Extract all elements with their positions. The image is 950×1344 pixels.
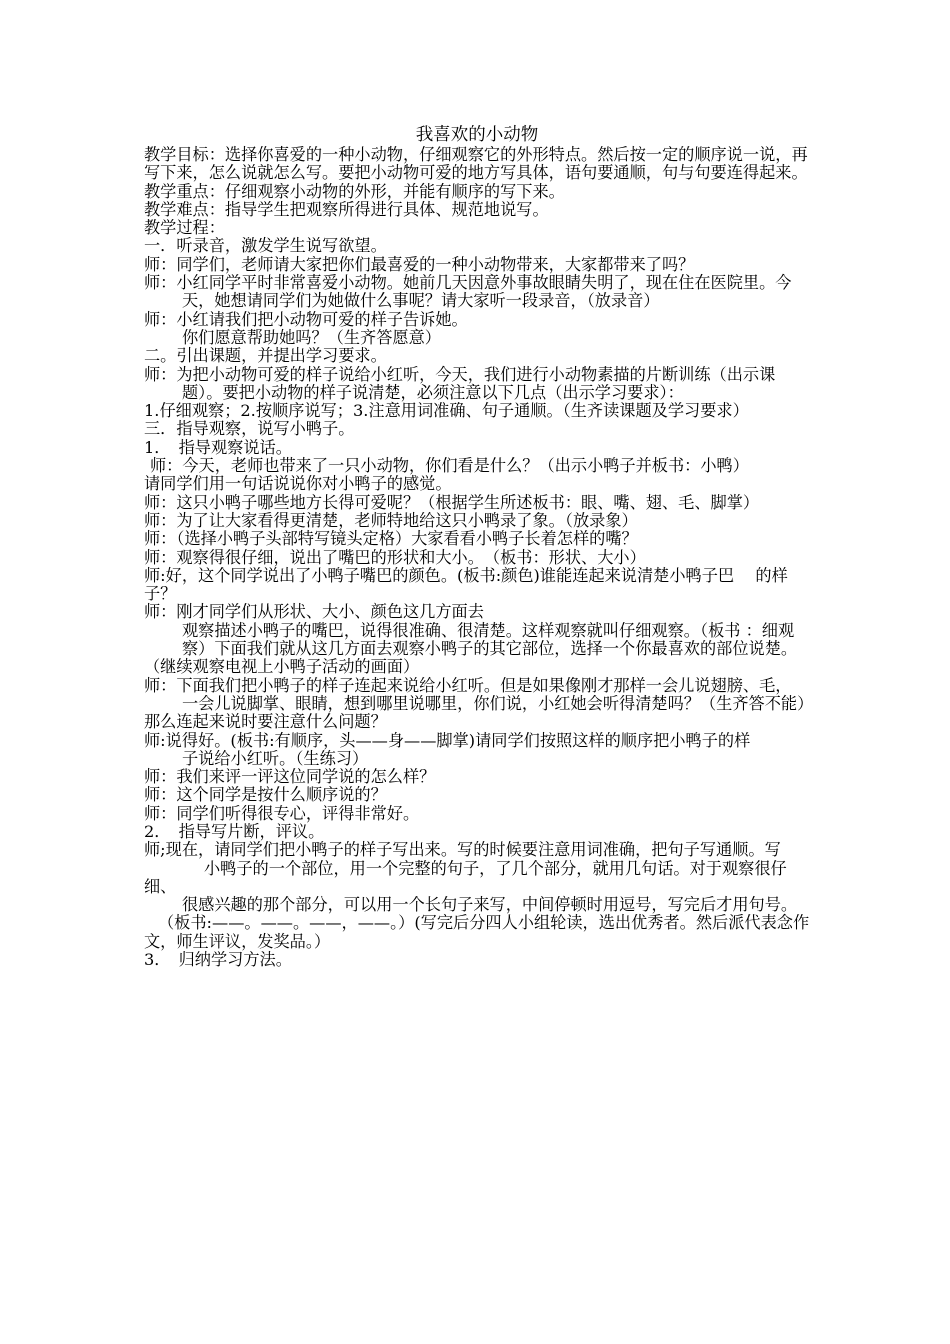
paragraph-line: 教学过程： xyxy=(144,218,225,238)
paragraph-line: 察）下面我们就从这几方面去观察小鸭子的其它部位，选择一个你最喜欢的部位说楚。（继续观察电视上小鸭子活动的画面） xyxy=(144,639,798,677)
paragraph-line: 师:好，这个同学说出了小鸭子嘴巴的颜色。(板书:颜色)谁能连起来说清楚小鸭子巴 的样子？ xyxy=(144,565,788,604)
paragraph-line: 子说给小红听。（生练习） xyxy=(182,748,369,768)
paragraph-line: 教学重点：仔细观察小动物的外形，并能有顺序的写下来。 xyxy=(144,181,565,201)
paragraph-line: 师：观察得很仔细，说出了嘴巴的形状和大小。 （板书：形状、大小） xyxy=(144,547,646,567)
paragraph-line: 师;现在，请同学们把小鸭子的样子写出来。写的时候要注意用词准确，把句子写通顺。写 xyxy=(144,840,781,860)
paragraph-line: 师：这只小鸭子哪些地方长得可爱呢？（根据学生所述板书：眼、嘴、翅、毛、脚掌） xyxy=(144,492,760,512)
paragraph-line: 师:说得好。(板书:有顺序，头——身——脚掌)请同学们按照这样的顺序把小鸭子的样 xyxy=(144,730,751,750)
paragraph-line: 师：刚才同学们从形状、大小、颜色这几方面去 xyxy=(144,602,484,622)
document-title: 我喜欢的小动物 xyxy=(415,125,539,145)
paragraph-line: 师：小红请我们把小动物可爱的样子告诉她。 xyxy=(144,309,468,329)
paragraph-line: 一会儿说脚掌、眼睛，想到哪里说哪里，你们说，小红她会听得清楚吗？（生齐答不能）那么连起来说时要注意什么问题？ xyxy=(144,693,806,732)
paragraph-line: 观察描述小鸭子的嘴巴，说得很准确、很清楚。这样观察就叫仔细观察。（板书 ：细观 xyxy=(182,620,795,640)
paragraph-line: 师：为了让大家看得更清楚，老师特地给这只小鸭录了象。（放录象） xyxy=(144,510,638,530)
paragraph-line: 师：（选择小鸭子头部特写镜头定格）大家看看小鸭子长着怎样的嘴？ xyxy=(144,529,638,549)
paragraph-line: 2． 指导写片断，评议。 xyxy=(144,821,325,841)
paragraph-line: 一．听录音，激发学生说写欲望。 xyxy=(144,236,387,256)
paragraph-line: 师：我们来评一评这位同学说的怎么样？ xyxy=(144,767,436,787)
paragraph-line: 3． 归纳学习方法。 xyxy=(144,950,292,970)
paragraph-line: 1.仔细观察；2.按顺序说写；3.注意用词准确、句子通顺。（生齐读课题及学习要求） xyxy=(144,401,749,421)
paragraph-line: 师：小红同学平时非常喜爱小动物。她前几天因意外事故眼睛失明了，现在住在医院里。今 xyxy=(144,273,792,293)
paragraph-line: 请同学们用一句话说说你对小鸭子的感觉。 xyxy=(144,474,452,494)
paragraph-line: 你们愿意帮助她吗？（生齐答愿意） xyxy=(182,327,441,347)
paragraph-line: 师：这个同学是按什么顺序说的？ xyxy=(144,785,387,805)
paragraph-line: 教学难点：指导学生把观察所得进行具体、规范地说写。 xyxy=(144,199,549,219)
paragraph-line: 师：今天，老师也带来了一只小动物，你们看是什么？（出示小鸭子并板书：小鸭） xyxy=(150,456,749,476)
paragraph-line: 教学目标：选择你喜爱的一种小动物，仔细观察它的外形特点。然后按一定的顺序说一说，再写下来，怎么说就怎么写。要把小动物可爱的地方写具体，语句要通顺，句与句要连得起来。 xyxy=(144,145,808,183)
paragraph-line: 二。引出课题，并提出学习要求。 xyxy=(144,346,387,366)
paragraph-line: 题）。要把小动物的样子说清楚，必须注意以下几点（出示学习要求）： xyxy=(182,382,684,402)
paragraph-line: 天，她想请同学们为她做什么事呢？请大家听一段录音，（放录音） xyxy=(182,291,660,311)
paragraph-line: 1． 指导观察说话。 xyxy=(144,437,292,457)
paragraph-line: 师：为把小动物可爱的样子说给小红听，今天，我们进行小动物素描的片断训练（出示课 xyxy=(144,364,776,384)
paragraph-line: 师：同学们，老师请大家把你们最喜爱的一种小动物带来，大家都带来了吗？ xyxy=(144,254,695,274)
paragraph-line: 师：同学们听得很专心，评得非常好。 xyxy=(144,803,420,823)
paragraph-line: 三．指导观察，说写小鸭子。 xyxy=(144,419,355,439)
paragraph-line: 很感兴趣的那个部分，可以用一个长句子来写，中间停顿时用逗号，写完后才用句号。 xyxy=(182,895,798,915)
paragraph-line: 师：下面我们把小鸭子的样子连起来说给小红听。但是如果像刚才那样一会儿说翅膀、毛， xyxy=(144,675,792,695)
document-page xyxy=(144,126,810,969)
document-body xyxy=(144,146,810,969)
paragraph-line: 小鸭子的一个部位，用一个完整的句子，了几个部分，就用几句话。对于观察很仔细、 xyxy=(144,858,787,896)
paragraph-line: （板书:——。——。——，——。）(写完后分四人小组轮读，选出优秀者。然后派代表念作文，师生评议，发奖品。） xyxy=(144,913,810,951)
